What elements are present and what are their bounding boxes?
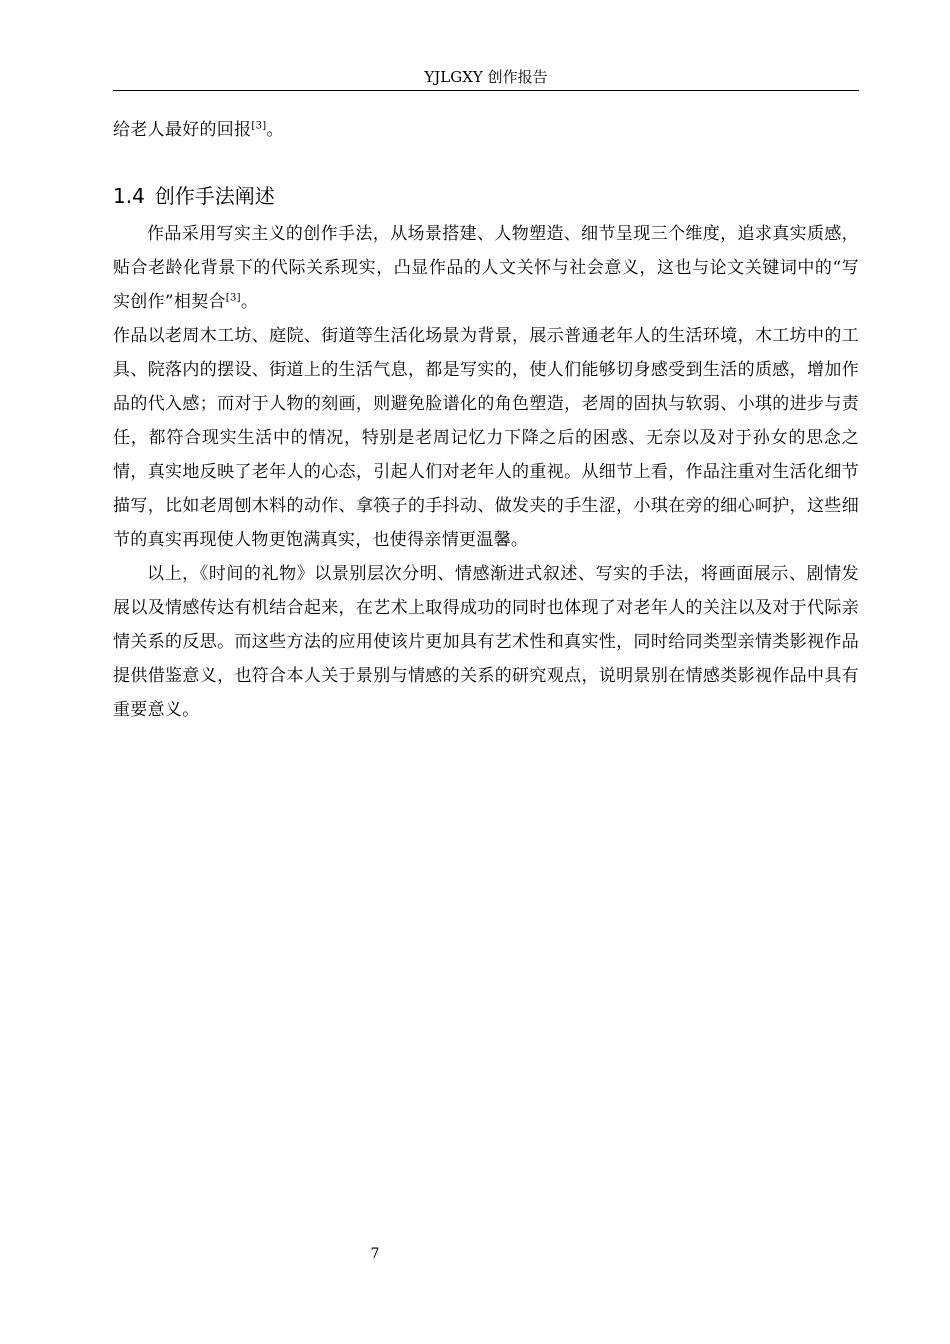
citation-marker: [3] xyxy=(225,292,241,304)
paragraph-2 xyxy=(113,319,859,557)
section-number: 1.4 xyxy=(113,184,145,208)
paragraph-1 xyxy=(113,217,859,319)
paragraph-3 xyxy=(113,557,859,727)
paragraph-1-text: 作品采用写实主义的创作手法，从场景搭建、人物塑造、细节呈现三个维度，追求真实质感，贴合老龄化背景下的代际关系现实，凸显作品的人文关怀与社会意义，这也与论文关键词中的“写实创作”相契合 xyxy=(113,224,859,312)
continuation-line xyxy=(113,113,859,147)
page-header xyxy=(113,66,859,91)
continuation-text: 给老人最好的回报 xyxy=(113,120,252,140)
section-title: 创作手法阐述 xyxy=(154,184,275,208)
continuation-end: 。 xyxy=(266,120,284,140)
paragraph-2-text: 作品以老周木工坊、庭院、街道等生活化场景为背景，展示普通老年人的生活环境，木工坊中的工具、院落内的摆设、街道上的生活气息，都是写实的，使人们能够切身感受到生活的质感，增加作品的代入感；而对于人物的刻画，则避免脸谱化的角色塑造，老周的固执与软弱、小琪的进步与责任，都符合现实生活中的情况，特别是老周记忆力下降之后的困惑、无奈以及对于孙女的思念之情，真实地反映了老年人的心态，引起人们对老年人的重视。从细节上看，作品注重对生活化细节描写，比如老周刨木料的动作、拿筷子的手抖动、做发夹的手生涩，小琪在旁的细心呵护，这些细节的真实再现使人物更饱满真实，也使得亲情更温馨。 xyxy=(113,326,859,550)
paragraph-1-end: 。 xyxy=(240,292,259,312)
citation-marker: [3] xyxy=(251,120,267,132)
header-title: YJLGXY 创作报告 xyxy=(424,68,548,86)
section-heading xyxy=(113,177,859,215)
paragraph-3-text: 以上，《时间的礼物》以景别层次分明、情感渐进式叙述、写实的手法，将画面展示、剧情发展以及情感传达有机结合起来，在艺术上取得成功的同时也体现了对老年人的关注以及对于代际亲情关系的反思。而这些方法的应用使该片更加具有艺术性和真实性，同时给同类型亲情类影视作品提供借鉴意义，也符合本人关于景别与情感的关系的研究观点，说明景别在情感类影视作品中具有重要意义。 xyxy=(113,564,859,720)
page-body xyxy=(113,113,859,727)
page-footer xyxy=(0,1244,750,1264)
page-number: 7 xyxy=(370,1246,380,1262)
